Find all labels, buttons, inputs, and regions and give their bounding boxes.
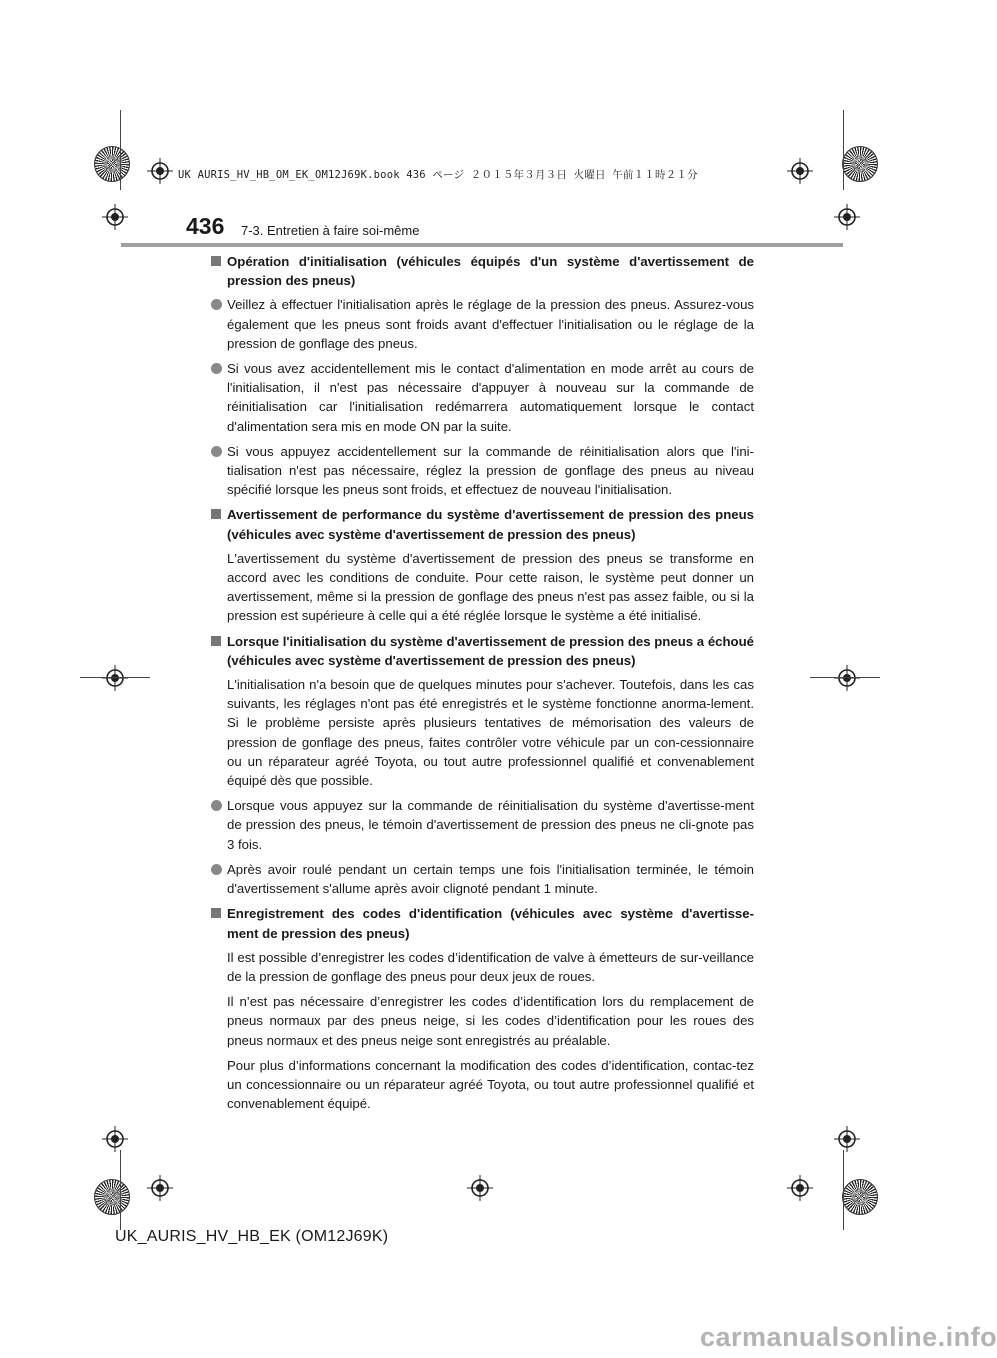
page-number: 436 (186, 213, 225, 239)
circle-bullet-icon (211, 800, 222, 811)
bullet-item (210, 860, 754, 898)
crop-line (120, 1150, 121, 1230)
bullet-item (210, 442, 754, 500)
registration-mark-icon (147, 158, 173, 184)
square-bullet-icon (211, 256, 221, 266)
registration-mark-icon (467, 1175, 493, 1201)
header-rule (121, 243, 843, 247)
heading-text: Opération d'initialisation (véhicules équipés d'un système d'avertissement de pression des pneus) (227, 254, 754, 289)
paragraph: Pour plus d’informations concernant la modification des codes d’identification, contac-tez un concessionnaire ou un réparateur agréé Toyota, ou tout autre professionnel qualifié et convenablement équipé. (227, 1057, 754, 1112)
section-id-codes (210, 904, 754, 1113)
registration-mark-icon (102, 665, 128, 691)
section-initialisation-failed (210, 632, 754, 899)
crop-line (843, 1150, 844, 1230)
crop-line (843, 110, 844, 190)
circle-bullet-icon (211, 446, 222, 457)
registration-mark-icon (834, 204, 860, 230)
square-bullet-icon (211, 509, 221, 519)
book-info: UK AURIS_HV_HB_OM_EK_OM12J69K.book 436 ページ ２０１５年３月３日 火曜日 午前１１時２１分 (178, 169, 698, 181)
section-initialisation (210, 252, 754, 499)
square-bullet-icon (211, 908, 221, 918)
heading-text: Enregistrement des codes d'identification (véhicules avec système d'avertisse-ment de pression des pneus) (227, 906, 754, 941)
crop-line (810, 677, 880, 678)
watermark: carmanualsonline.info (700, 1322, 997, 1352)
paragraph: L'initialisation n'a besoin que de quelques minutes pour s'achever. Toutefois, dans les cas suivants, les réglages n'ont pas été enregistrés et le système fonctionne anorma-lement. Si le problème persiste après plusieurs tentatives de mémorisation des valeurs de pression de gonflage des pneus, faites contrôler votre véhicule par un con-cessionnaire ou un réparateur agréé Toyota, ou tout autre professionnel qualifié et convenablement équipé dès que possible. (227, 677, 754, 789)
bullet-text: Si vous avez accidentellement mis le contact d'alimentation en mode arrêt au cours de l'initialisation, il n'est pas nécessaire d'appuyer à nouveau sur la commande de réinitialisation car l'initialisation redémarrera automatiquement lorsque le contact d'alimentation sera mis en mode ON par la suite. (227, 361, 754, 434)
color-rosette-icon (94, 146, 130, 182)
registration-mark-icon (147, 1175, 173, 1201)
section-heading (210, 632, 754, 670)
square-bullet-icon (211, 636, 221, 646)
heading-text: Avertissement de performance du système d'avertissement de pression des pneus (véhicules avec système d'avertissement de pression des pneus) (227, 507, 754, 542)
section-title: 7-3. Entretien à faire soi-même (241, 223, 420, 238)
main-content (210, 252, 754, 1119)
paragraph: Il n’est pas nécessaire d’enregistrer les codes d’identification lors du remplacement de pneus normaux par des pneus neige, si les codes d’identification pour les roues des pneus normaux et des pneus neige sont enregistrés au préalable. (227, 994, 754, 1048)
footer-book-code: UK_AURIS_HV_HB_EK (OM12J69K) (115, 1228, 389, 1245)
registration-mark-icon (102, 204, 128, 230)
registration-mark-icon (102, 1126, 128, 1152)
paragraph: L'avertissement du système d'avertissement de pression des pneus se transforme en accord avec les conditions de conduite. Pour cette raison, le système peut donner un avertissement, même si la pression de gonflage des pneus n'est pas assez faible, ou si la pression est supérieure à celle qui a été réglée lorsque le système a été initialisé. (227, 550, 754, 624)
color-rosette-icon (842, 146, 878, 182)
circle-bullet-icon (211, 864, 222, 875)
registration-mark-icon (834, 665, 860, 691)
section-heading (210, 252, 754, 290)
circle-bullet-icon (211, 363, 222, 374)
registration-mark-icon (834, 1126, 860, 1152)
heading-text: Lorsque l'initialisation du système d'avertissement de pression des pneus a échoué (véhicules avec système d'avertissement de pression des pneus) (227, 633, 754, 668)
section-performance-warning (210, 505, 754, 625)
bullet-text: Lorsque vous appuyez sur la commande de réinitialisation du système d'avertisse-ment de pression des pneus, le témoin d'avertissement de pression des pneus ne cli-gnote pas 3 fois. (227, 798, 754, 852)
section-heading (210, 904, 754, 942)
bullet-text: Si vous appuyez accidentellement sur la commande de réinitialisation alors que l'ini-tialisation n'est pas nécessaire, réglez la pression de gonflage des pneus au niveau spécifié lorsque les pneus sont froids, et effectuez de nouveau l'initialisation. (227, 443, 754, 498)
bullet-text: Après avoir roulé pendant un certain temps une fois l'initialisation terminée, le témoin d'avertissement s'allume après avoir clignoté pendant 1 minute. (227, 861, 754, 897)
bullet-item (210, 796, 754, 854)
paragraph: Il est possible d’enregistrer les codes d’identification de valve à émetteurs de sur-veillance de la pression de gonflage des pneus pour deux jeux de roues. (227, 949, 754, 984)
crop-line (120, 110, 121, 190)
crop-line (80, 677, 150, 678)
bullet-item (210, 359, 754, 436)
color-rosette-icon (94, 1179, 130, 1215)
section-heading (210, 505, 754, 543)
circle-bullet-icon (211, 299, 222, 310)
bullet-item (210, 295, 754, 353)
color-rosette-icon (842, 1179, 878, 1215)
bullet-text: Veillez à effectuer l'initialisation après le réglage de la pression des pneus. Assurez-vous également que les pneus sont froids avant d'effectuer l'initialisation ou le réglage de la pression de gonflage des pneus. (227, 297, 754, 351)
registration-mark-icon (787, 1175, 813, 1201)
registration-mark-icon (787, 158, 813, 184)
